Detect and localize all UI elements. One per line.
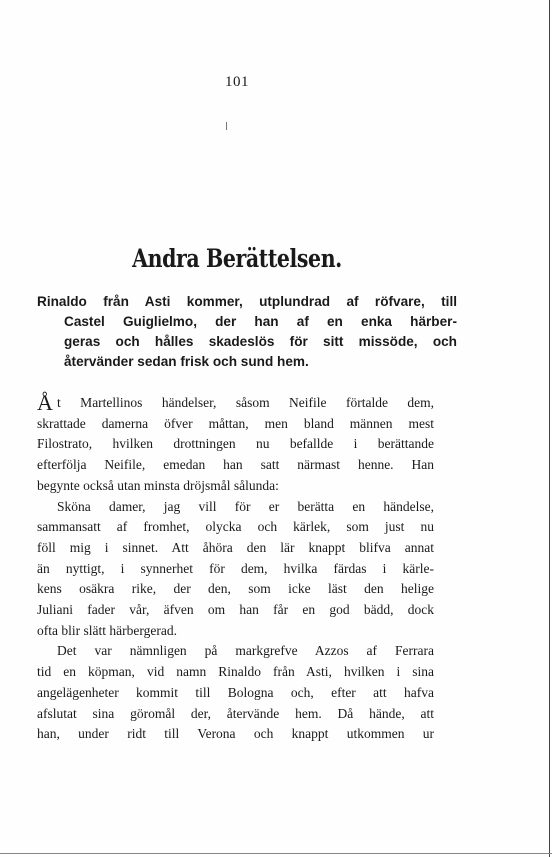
body-line: begynte också utan minsta dröjsmål sålunda: bbox=[37, 477, 279, 493]
body-line bbox=[37, 390, 434, 415]
body-line: än nyttigt, i synnerhet för dem, hvilka färdas i kärle- bbox=[37, 560, 434, 576]
body-line: ofta blir slätt härbergerad. bbox=[37, 622, 177, 638]
summary-line: Castel Guiglielmo, der han af en enka härber- bbox=[64, 314, 457, 329]
body-line: Filostrato, hvilken drottningen nu befallde i berättande bbox=[37, 436, 434, 452]
body-line-text: t Martellinos händelser, såsom Neifile förtalde dem, bbox=[57, 395, 434, 410]
summary-line: geras och hålles skadeslös för sitt missöde, och bbox=[64, 334, 457, 349]
body-line: skrattade damerna öfver måttan, men bland männen mest bbox=[37, 415, 434, 431]
body-line: tid en köpman, vid namn Rinaldo från Asti, hvilken i sina bbox=[37, 664, 434, 680]
body-line: Juliani fader vår, äfven om han får en god bädd, dock bbox=[37, 602, 434, 618]
body-text bbox=[37, 390, 434, 745]
body-line: efterfölja Neifile, emedan han satt närmast henne. Han bbox=[37, 457, 434, 473]
page-edge-right bbox=[549, 0, 550, 857]
body-line: föll mig i sinnet. Att åhöra den lär knappt blifva annat bbox=[37, 539, 434, 555]
body-line: Det var nämnligen på markgrefve Azzos af Ferrara bbox=[57, 643, 434, 659]
summary-line: Rinaldo från Asti kommer, utplundrad af röfvare, till bbox=[37, 294, 457, 309]
body-line: angelägenheter kommit till Bologna och, efter att hafva bbox=[37, 684, 434, 700]
body-line: han, under ridt till Verona och knappt utkommen ur bbox=[37, 726, 434, 742]
chapter-summary bbox=[37, 292, 457, 372]
page-edge-bottom bbox=[0, 853, 552, 854]
body-line: kens osäkra rike, der den, som icke läst den helige bbox=[37, 581, 434, 597]
drop-cap: Å bbox=[37, 390, 53, 415]
chapter-title: Andra Berättelsen. bbox=[132, 244, 342, 273]
body-line: afslutat sina göromål der, återvände hem. Då hände, att bbox=[37, 705, 434, 721]
printer-mark bbox=[226, 122, 227, 130]
body-line: sammansatt af fromhet, olycka och kärlek, som just nu bbox=[37, 519, 434, 535]
summary-line: återvänder sedan frisk och sund hem. bbox=[64, 354, 309, 369]
page-number: 101 bbox=[225, 74, 249, 90]
body-line: Sköna damer, jag vill för er berätta en händelse, bbox=[57, 498, 434, 514]
